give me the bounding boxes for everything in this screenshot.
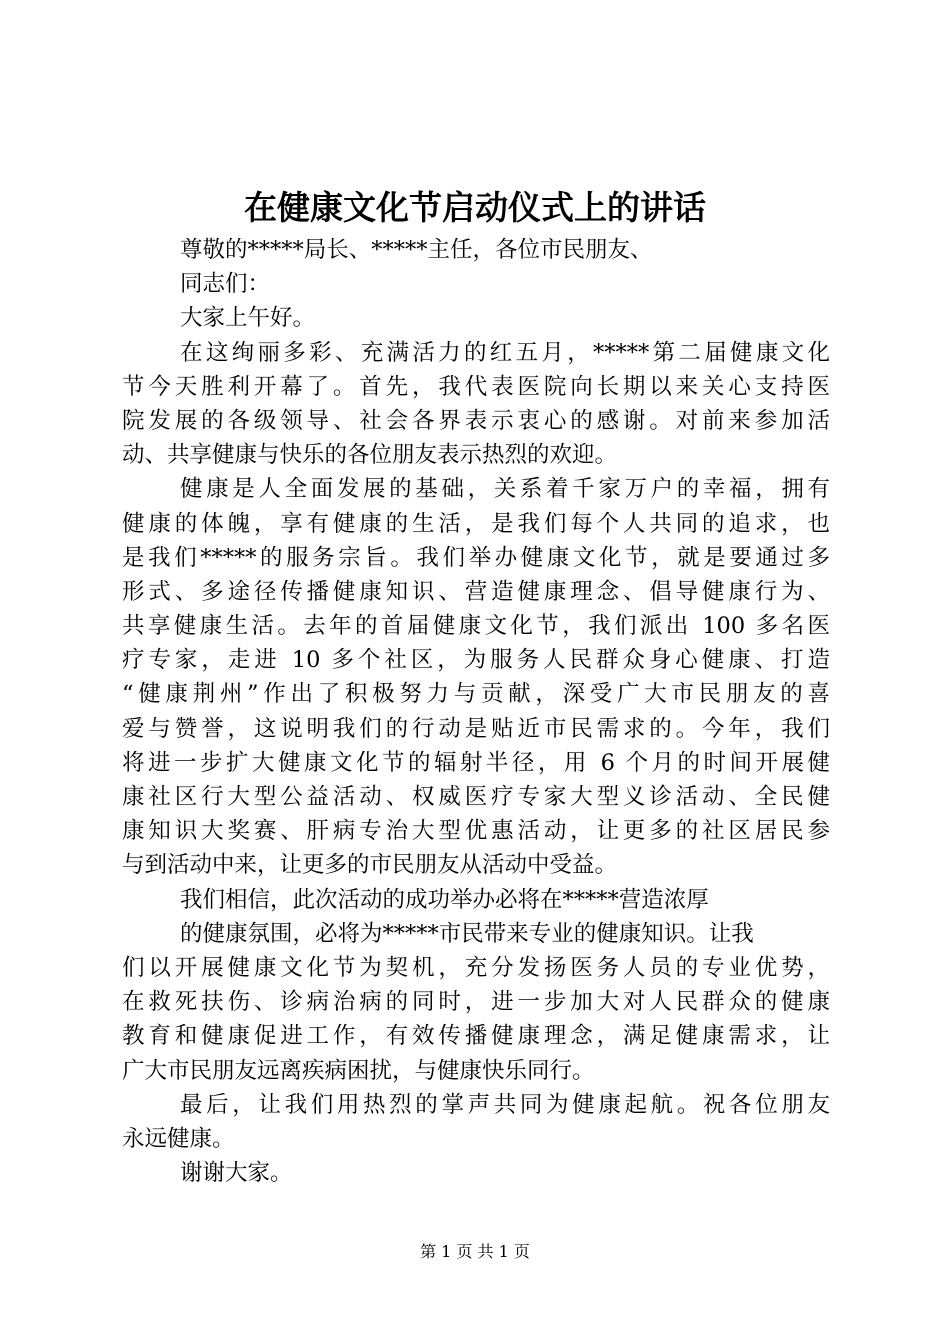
paragraph-3-line: 广大市民朋友远离疾病困扰，与健康快乐同行。 — [122, 1057, 595, 1084]
paragraph-3-line: 的健康氛围，必将为*****市民带来专业的健康知识。让我 — [180, 920, 754, 947]
paragraph-3-line: 我们相信，此次活动的成功举办必将在*****营造浓厚 — [180, 886, 709, 913]
page-number-footer: 第 1 页 共 1 页 — [420, 1242, 530, 1261]
greeting-line: 大家上午好。 — [180, 305, 316, 332]
salutation-line: 尊敬的*****局长、*****主任，各位市民朋友、 — [180, 237, 653, 263]
paragraph-2-line: 爱与赞誉，这说明我们的行动是贴近市民需求的。今年，我们 — [122, 715, 830, 742]
paragraph-1-line: 动、共享健康与快乐的各位朋友表示热烈的欢迎。 — [122, 442, 618, 469]
paragraph-3-line: 们以开展健康文化节为契机，充分发扬医务人员的专业优势， — [122, 954, 830, 981]
paragraph-2-line: 健康的体魄，享有健康的生活，是我们每个人共同的追求，也 — [122, 510, 830, 537]
closing-line: 永远健康。 — [122, 1125, 235, 1152]
paragraph-2-line: “健康荆州”作出了积极努力与贡献，深受广大市民朋友的喜 — [122, 681, 830, 708]
paragraph-2-line: 疗专家，走进 10 多个社区，为服务人民群众身心健康、打造 — [122, 647, 830, 674]
paragraph-1-line: 在这绚丽多彩、充满活力的红五月，*****第二届健康文化 — [180, 339, 830, 366]
thanks-line: 谢谢大家。 — [180, 1160, 293, 1187]
salutation-line: 同志们： — [180, 271, 271, 298]
paragraph-2-line: 是我们*****的服务宗旨。我们举办健康文化节，就是要通过多 — [122, 544, 830, 571]
paragraph-1-line: 节今天胜利开幕了。首先，我代表医院向长期以来关心支持医 — [122, 373, 830, 400]
paragraph-2-line: 共享健康生活。去年的首届健康文化节，我们派出 100 多名医 — [122, 613, 830, 640]
document-title: 在健康文化节启动仪式上的讲话 — [244, 188, 706, 227]
closing-line: 最后，让我们用热烈的掌声共同为健康起航。祝各位朋友 — [180, 1091, 830, 1118]
paragraph-3-line: 教育和健康促进工作，有效传播健康理念，满足健康需求，让 — [122, 1023, 830, 1050]
paragraph-2-line: 健康是人全面发展的基础，关系着千家万户的幸福，拥有 — [180, 476, 830, 503]
paragraph-2-line: 康社区行大型公益活动、权威医疗专家大型义诊活动、全民健 — [122, 784, 830, 810]
paragraph-1-line: 院发展的各级领导、社会各界表示衷心的感谢。对前来参加活 — [122, 407, 830, 434]
paragraph-2-line: 形式、多途径传播健康知识、营造健康理念、倡导健康行为、 — [122, 578, 830, 605]
document-body — [122, 233, 830, 1190]
paragraph-2-line: 与到活动中来，让更多的市民朋友从活动中受益。 — [122, 852, 618, 879]
paragraph-3-line: 在救死扶伤、诊病治病的同时，进一步加大对人民群众的健康 — [122, 989, 830, 1016]
paragraph-2-line: 将进一步扩大健康文化节的辐射半径，用 6 个月的时间开展健 — [122, 749, 830, 776]
paragraph-2-line: 康知识大奖赛、肝病专治大型优惠活动，让更多的社区居民参 — [122, 818, 830, 845]
